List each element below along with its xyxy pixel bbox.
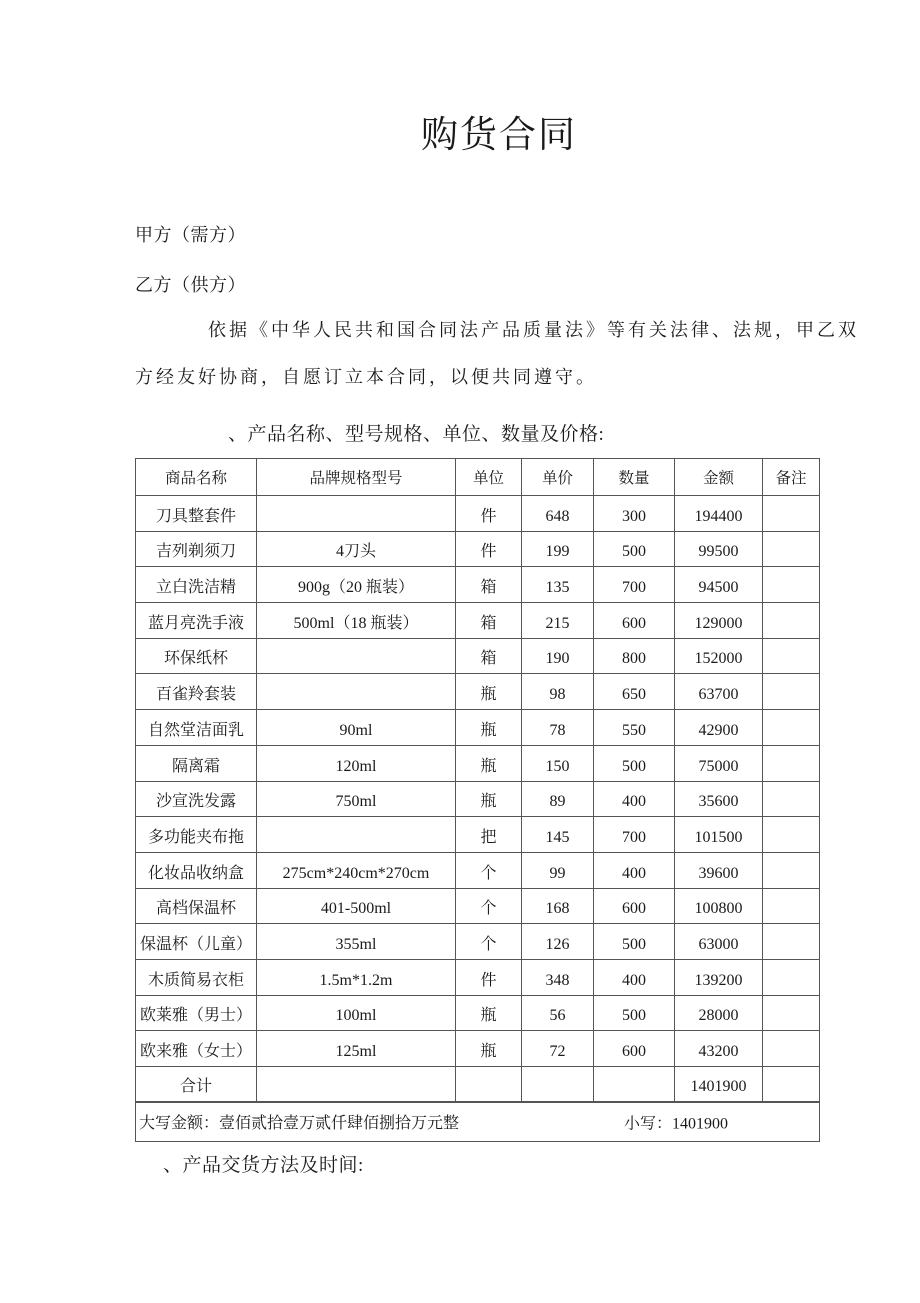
table-cell: 个 xyxy=(456,888,522,924)
table-cell: 刀具整套件 xyxy=(136,496,257,532)
table-cell: 750ml xyxy=(257,781,456,817)
preamble-line-2: 方经友好协商，自愿订立本合同，以便共同遵守。 xyxy=(135,367,597,387)
table-cell xyxy=(763,531,820,567)
table-row xyxy=(136,888,820,924)
table-cell xyxy=(763,603,820,639)
table-row xyxy=(136,603,820,639)
table-cell: 56 xyxy=(522,995,594,1031)
table-cell: 4刀头 xyxy=(257,531,456,567)
table-cell: 欧莱雅（男士） xyxy=(136,995,257,1031)
table-cell: 900g（20 瓶装） xyxy=(257,567,456,603)
table-cell: 箱 xyxy=(456,638,522,674)
table-cell xyxy=(763,1031,820,1067)
table-cell: 箱 xyxy=(456,567,522,603)
table-cell: 800 xyxy=(594,638,675,674)
table-cell xyxy=(763,710,820,746)
column-header: 金额 xyxy=(675,459,763,496)
table-cell: 600 xyxy=(594,888,675,924)
table-cell: 650 xyxy=(594,674,675,710)
table-cell xyxy=(763,888,820,924)
table-cell: 72 xyxy=(522,1031,594,1067)
table-cell xyxy=(763,817,820,853)
table-cell: 152000 xyxy=(675,638,763,674)
table-cell: 401-500ml xyxy=(257,888,456,924)
table-cell: 648 xyxy=(522,496,594,532)
delivery-section-heading: 、产品交货方法及时间: xyxy=(163,1155,364,1176)
table-cell: 多功能夹布拖 xyxy=(136,817,257,853)
table-cell: 129000 xyxy=(675,603,763,639)
table-cell: 件 xyxy=(456,531,522,567)
table-row xyxy=(136,710,820,746)
table-row xyxy=(136,852,820,888)
table-cell: 300 xyxy=(594,496,675,532)
table-row xyxy=(136,924,820,960)
table-row xyxy=(136,995,820,1031)
table-cell: 145 xyxy=(522,817,594,853)
table-row xyxy=(136,531,820,567)
products-table xyxy=(135,458,820,1142)
table-cell: 个 xyxy=(456,852,522,888)
table-row xyxy=(136,567,820,603)
table-cell: 件 xyxy=(456,496,522,532)
table-cell: 63000 xyxy=(675,924,763,960)
table-cell xyxy=(594,1067,675,1103)
table-cell: 89 xyxy=(522,781,594,817)
table-cell: 500 xyxy=(594,924,675,960)
column-header: 备注 xyxy=(763,459,820,496)
column-header: 单位 xyxy=(456,459,522,496)
table-cell: 500ml（18 瓶装） xyxy=(257,603,456,639)
party-a-line: 甲方（需方） xyxy=(135,225,246,245)
table-cell xyxy=(763,745,820,781)
table-header-row xyxy=(136,459,820,496)
table-cell: 件 xyxy=(456,959,522,995)
table-cell xyxy=(763,638,820,674)
column-header: 品牌规格型号 xyxy=(257,459,456,496)
table-cell: 78 xyxy=(522,710,594,746)
table-cell: 98 xyxy=(522,674,594,710)
table-cell: 瓶 xyxy=(456,995,522,1031)
table-cell: 168 xyxy=(522,888,594,924)
table-row xyxy=(136,638,820,674)
table-cell: 500 xyxy=(594,531,675,567)
table-cell: 94500 xyxy=(675,567,763,603)
column-header: 商品名称 xyxy=(136,459,257,496)
table-cell xyxy=(763,924,820,960)
table-cell: 瓶 xyxy=(456,1031,522,1067)
table-cell: 126 xyxy=(522,924,594,960)
party-b-line: 乙方（供方） xyxy=(135,275,246,295)
table-cell: 215 xyxy=(522,603,594,639)
table-cell: 700 xyxy=(594,567,675,603)
table-cell: 28000 xyxy=(675,995,763,1031)
table-cell: 400 xyxy=(594,959,675,995)
table-cell: 合计 xyxy=(136,1067,257,1103)
table-cell xyxy=(763,852,820,888)
table-cell: 木质简易衣柜 xyxy=(136,959,257,995)
table-cell: 39600 xyxy=(675,852,763,888)
table-cell: 199 xyxy=(522,531,594,567)
table-cell: 101500 xyxy=(675,817,763,853)
table-cell: 125ml xyxy=(257,1031,456,1067)
table-cell: 立白洗洁精 xyxy=(136,567,257,603)
table-cell: 1401900 xyxy=(675,1067,763,1103)
amount-caps-value: 壹佰贰拾壹万贰仟肆佰捌拾万元整 xyxy=(219,1115,460,1133)
column-header: 单价 xyxy=(522,459,594,496)
table-cell: 400 xyxy=(594,852,675,888)
table-cell: 150 xyxy=(522,745,594,781)
table-cell: 1.5m*1.2m xyxy=(257,959,456,995)
table-cell: 99500 xyxy=(675,531,763,567)
table-cell: 环保纸杯 xyxy=(136,638,257,674)
table-cell xyxy=(522,1067,594,1103)
table-cell: 个 xyxy=(456,924,522,960)
table-cell xyxy=(763,995,820,1031)
table-cell xyxy=(763,567,820,603)
table-cell: 高档保温杯 xyxy=(136,888,257,924)
table-cell: 欧来雅（女士） xyxy=(136,1031,257,1067)
table-cell: 瓶 xyxy=(456,745,522,781)
table-cell: 600 xyxy=(594,1031,675,1067)
document-title: 购货合同 xyxy=(421,115,577,156)
table-cell xyxy=(763,674,820,710)
table-cell: 120ml xyxy=(257,745,456,781)
table-cell: 355ml xyxy=(257,924,456,960)
amount-numeric-label: 小写： xyxy=(624,1115,673,1133)
products-section-heading: 、产品名称、型号规格、单位、数量及价格: xyxy=(228,424,605,445)
table-cell: 500 xyxy=(594,995,675,1031)
table-cell xyxy=(257,817,456,853)
table-cell: 43200 xyxy=(675,1031,763,1067)
table-cell: 99 xyxy=(522,852,594,888)
table-cell: 百雀羚套装 xyxy=(136,674,257,710)
table-cell xyxy=(257,638,456,674)
amount-caps-label: 大写金额： xyxy=(139,1115,220,1133)
table-cell: 42900 xyxy=(675,710,763,746)
table-row xyxy=(136,1031,820,1067)
table-cell: 600 xyxy=(594,603,675,639)
table-row xyxy=(136,496,820,532)
table-cell xyxy=(456,1067,522,1103)
table-cell: 348 xyxy=(522,959,594,995)
table-body xyxy=(136,496,820,1142)
amount-in-words-cell xyxy=(136,1102,820,1141)
table-cell: 100800 xyxy=(675,888,763,924)
table-cell: 194400 xyxy=(675,496,763,532)
table-cell: 化妆品收纳盒 xyxy=(136,852,257,888)
table-row xyxy=(136,817,820,853)
table-row xyxy=(136,781,820,817)
table-cell xyxy=(257,1067,456,1103)
table-cell: 吉列剃须刀 xyxy=(136,531,257,567)
table-cell: 自然堂洁面乳 xyxy=(136,710,257,746)
table-cell xyxy=(763,1067,820,1103)
table-cell: 沙宣洗发露 xyxy=(136,781,257,817)
table-cell: 190 xyxy=(522,638,594,674)
table-row xyxy=(136,674,820,710)
table-cell: 400 xyxy=(594,781,675,817)
amount-numeric xyxy=(624,1110,728,1133)
table-cell xyxy=(763,496,820,532)
table-cell xyxy=(257,496,456,532)
table-cell: 75000 xyxy=(675,745,763,781)
table-cell: 瓶 xyxy=(456,781,522,817)
table-cell: 139200 xyxy=(675,959,763,995)
amount-in-words-row xyxy=(136,1102,820,1141)
table-cell: 90ml xyxy=(257,710,456,746)
table-cell: 蓝月亮洗手液 xyxy=(136,603,257,639)
table-cell: 63700 xyxy=(675,674,763,710)
table-cell: 700 xyxy=(594,817,675,853)
table-cell: 隔离霜 xyxy=(136,745,257,781)
table-cell xyxy=(257,674,456,710)
table-cell xyxy=(763,781,820,817)
table-cell: 550 xyxy=(594,710,675,746)
table-cell: 瓶 xyxy=(456,674,522,710)
column-header: 数量 xyxy=(594,459,675,496)
table-cell: 瓶 xyxy=(456,710,522,746)
table-row xyxy=(136,959,820,995)
preamble-line-1: 依据《中华人民共和国合同法产品质量法》等有关法律、法规，甲乙双 xyxy=(208,320,859,340)
total-row xyxy=(136,1067,820,1103)
table-cell: 把 xyxy=(456,817,522,853)
table-cell: 35600 xyxy=(675,781,763,817)
table-cell: 保温杯（儿童） xyxy=(136,924,257,960)
table-row xyxy=(136,745,820,781)
table-cell: 500 xyxy=(594,745,675,781)
table-cell: 100ml xyxy=(257,995,456,1031)
table-cell xyxy=(763,959,820,995)
table-cell: 275cm*240cm*270cm xyxy=(257,852,456,888)
amount-numeric-value: 1401900 xyxy=(672,1115,729,1133)
table-cell: 箱 xyxy=(456,603,522,639)
table-cell: 135 xyxy=(522,567,594,603)
